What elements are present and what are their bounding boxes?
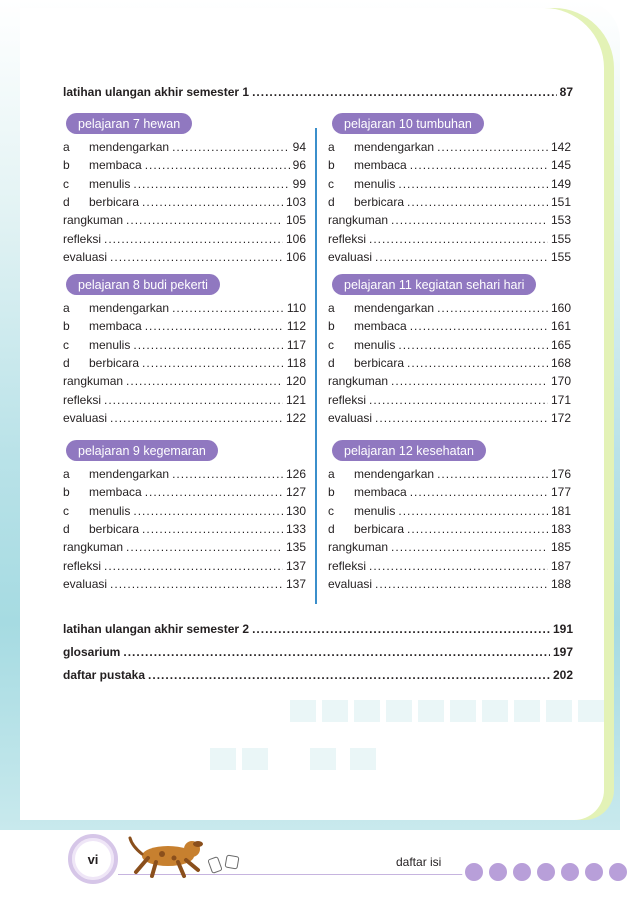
toc-entry[interactable] (328, 138, 571, 156)
toc-entry-label (328, 299, 434, 317)
dot-leader (398, 336, 548, 354)
dot-leader (437, 465, 548, 483)
toc-entry-label (328, 502, 395, 520)
toc-entry-page: 103 (285, 194, 306, 209)
dot-leader (148, 666, 550, 684)
toc-entry-page: 168 (550, 355, 571, 370)
toc-entry-text: rangkuman (328, 540, 389, 555)
toc-entry[interactable] (63, 230, 306, 248)
toc-entry-letter: d (328, 194, 335, 209)
toc-entry-label (328, 465, 434, 483)
dot-leader (407, 354, 548, 372)
toc-entry[interactable] (328, 354, 571, 372)
dot-leader (369, 391, 548, 409)
toc-entry-text: evaluasi (328, 576, 373, 591)
toc-entry-page: 96 (292, 158, 306, 173)
toc-entry-page: 110 (286, 301, 306, 315)
dot-leader (133, 175, 289, 193)
toc-entry-label: latihan ulangan akhir semester 2 (63, 622, 250, 636)
toc-entry-label (63, 336, 130, 354)
toc-entry-text: mendengarkan (89, 467, 170, 481)
toc-entry-label (328, 230, 366, 248)
toc-entry-label (63, 175, 130, 193)
toc-entry[interactable] (63, 248, 306, 266)
toc-entry-label (63, 409, 107, 427)
dot-leader (437, 299, 548, 317)
toc-entry[interactable] (63, 557, 306, 575)
dot-leader (375, 575, 548, 593)
footer-section-title: daftar isi (396, 855, 442, 869)
dot-leader (110, 248, 283, 266)
toc-entry-letter: b (63, 485, 70, 500)
toc-entry[interactable] (328, 483, 571, 501)
toc-entry-text: berbicara (89, 194, 140, 209)
toc-entry-label (328, 557, 366, 575)
dot-leader (398, 502, 548, 520)
toc-entry-page: 112 (286, 319, 306, 334)
toc-entry-label (63, 156, 142, 174)
toc-entry-text: berbicara (89, 355, 140, 370)
toc-entry[interactable] (63, 317, 306, 335)
dot-leader (110, 575, 283, 593)
dot-leader (104, 391, 283, 409)
toc-entry-page: 172 (550, 410, 571, 425)
toc-entry[interactable] (63, 520, 306, 538)
toc-entry[interactable] (328, 391, 571, 409)
toc-entry[interactable] (328, 465, 571, 483)
dot-leader (410, 317, 548, 335)
toc-entry-text: membaca (89, 158, 142, 173)
section-heading: pelajaran 9 kegemaran (66, 440, 218, 461)
decorative-dots (462, 858, 638, 888)
toc-entry-page: 99 (292, 176, 306, 191)
toc-entry-text: berbicara (89, 521, 140, 536)
toc-entry-letter: b (328, 158, 335, 173)
toc-entry-page: 105 (285, 213, 306, 228)
toc-entry[interactable] (63, 211, 306, 229)
toc-entry-page: 185 (550, 540, 571, 555)
toc-entry-text: refleksi (63, 392, 102, 407)
toc-entry-text: refleksi (328, 392, 367, 407)
toc-entry[interactable] (63, 575, 306, 593)
toc-entry-letter: a (63, 467, 70, 481)
toc-entry-text: menulis (354, 176, 396, 191)
toc-entry-letter: d (63, 355, 70, 370)
toc-entry-page: 120 (285, 374, 306, 389)
toc-entry-letter: c (63, 337, 69, 352)
toc-entry-label (63, 391, 101, 409)
toc-entry[interactable] (63, 372, 306, 390)
toc-entry-letter: a (63, 301, 70, 315)
toc-entry[interactable] (63, 299, 306, 317)
toc-entry-letter: a (328, 140, 335, 154)
toc-entry-label (328, 336, 395, 354)
toc-entry[interactable] (328, 175, 571, 193)
toc-entry-letter: d (63, 521, 70, 536)
toc-entry-page: 126 (285, 467, 306, 481)
toc-entry-page: 191 (552, 622, 573, 636)
toc-entry[interactable] (63, 483, 306, 501)
toc-entry-letter: b (63, 158, 70, 173)
toc-entry-page: 197 (552, 645, 573, 659)
toc-entry-page: 181 (550, 503, 571, 518)
dot-leader (410, 156, 548, 174)
toc-entry-label (328, 520, 404, 538)
toc-entry-page: 106 (285, 249, 306, 264)
toc-entry-text: mendengarkan (89, 140, 170, 154)
toc-entry-text: membaca (354, 158, 407, 173)
toc-entry[interactable] (63, 409, 306, 427)
toc-entry-text: evaluasi (328, 410, 373, 425)
toc-entry-label (63, 465, 169, 483)
toc-entry-text: membaca (354, 319, 407, 334)
section-heading: pelajaran 7 hewan (66, 113, 192, 134)
toc-entry-label (63, 557, 101, 575)
toc-entry-text: menulis (89, 337, 131, 352)
toc-entry[interactable] (63, 502, 306, 520)
toc-entry-label (63, 538, 123, 556)
toc-entry[interactable] (328, 336, 571, 354)
toc-entry-letter: b (328, 319, 335, 334)
dot-leader (391, 372, 548, 390)
toc-entry[interactable] (63, 391, 306, 409)
dot-leader (369, 557, 548, 575)
toc-entry-text: menulis (89, 503, 131, 518)
toc-entry-label (63, 138, 169, 156)
toc-entry-page: 106 (285, 231, 306, 246)
toc-entry-text: berbicara (354, 521, 405, 536)
toc-entry-text: refleksi (63, 231, 102, 246)
page-number: vi (87, 851, 99, 867)
toc-entry-label (63, 502, 130, 520)
toc-entry-text: rangkuman (328, 213, 389, 228)
toc-entry-page: 118 (286, 355, 306, 370)
toc-entry-label (63, 299, 169, 317)
toc-entry-page: 171 (550, 392, 571, 407)
dot-leader (369, 230, 548, 248)
toc-entry-text: menulis (354, 337, 396, 352)
toc-entry-page: 137 (285, 576, 306, 591)
toc-entry-text: membaca (354, 485, 407, 500)
toc-entry-label (328, 372, 388, 390)
dot-leader (142, 520, 283, 538)
dot-leader (133, 336, 284, 354)
toc-entry-letter: b (328, 485, 335, 500)
dot-leader (145, 483, 283, 501)
toc-entry-page: 183 (550, 521, 571, 536)
toc-entry-text: membaca (89, 485, 142, 500)
toc-entry-page: 94 (292, 140, 306, 154)
dot-leader (126, 538, 283, 556)
column-divider (315, 128, 317, 604)
toc-entry-label (328, 575, 372, 593)
toc-entry-letter: a (328, 467, 335, 481)
toc-entry[interactable] (63, 465, 306, 483)
dot-leader (142, 193, 283, 211)
dot-leader (104, 557, 283, 575)
toc-entry-letter: c (328, 176, 334, 191)
toc-entry-label (328, 391, 366, 409)
toc-entry-page: 137 (285, 558, 306, 573)
toc-entry[interactable] (328, 557, 571, 575)
toc-entry[interactable] (63, 538, 306, 556)
toc-entry[interactable] (328, 317, 571, 335)
toc-entry-label: glosarium (63, 645, 121, 659)
toc-entry-label (63, 520, 139, 538)
toc-entry-text: rangkuman (328, 374, 389, 389)
toc-entry[interactable] (328, 230, 571, 248)
dog-illustration-icon (126, 832, 246, 880)
toc-entry-text: evaluasi (63, 249, 108, 264)
toc-entry-label (328, 317, 407, 335)
toc-entry-label (328, 248, 372, 266)
toc-entry-letter: a (63, 140, 70, 154)
toc-entry-label (63, 354, 139, 372)
toc-entry-label (63, 317, 142, 335)
toc-entry-label (328, 156, 407, 174)
toc-entry-label (63, 248, 107, 266)
toc-entry-text: evaluasi (63, 410, 108, 425)
toc-entry-page: 87 (559, 85, 573, 99)
dot-leader (410, 483, 548, 501)
toc-entry-label (63, 372, 123, 390)
dot-leader (126, 211, 283, 229)
toc-entry[interactable] (328, 502, 571, 520)
toc-entry-semester-1[interactable] (63, 83, 573, 101)
toc-entry-label (63, 193, 139, 211)
toc-entry-page: 135 (285, 540, 306, 555)
dot-leader (252, 620, 550, 638)
toc-entry[interactable] (328, 211, 571, 229)
toc-entry-text: evaluasi (63, 576, 108, 591)
toc-entry-text: refleksi (63, 558, 102, 573)
toc-entry-letter: b (63, 319, 70, 334)
section-heading: pelajaran 8 budi pekerti (66, 274, 220, 295)
dot-leader (375, 248, 548, 266)
dot-leader (398, 175, 548, 193)
dot-leader (145, 156, 290, 174)
toc-entry-page: 160 (550, 301, 571, 315)
dot-leader (133, 502, 283, 520)
toc-entry-page: 121 (285, 392, 306, 407)
toc-entry-label (328, 138, 434, 156)
dot-leader (252, 83, 557, 101)
toc-entry-text: menulis (89, 176, 131, 191)
toc-entry-page: 165 (550, 337, 571, 352)
section-heading: pelajaran 12 kesehatan (332, 440, 486, 461)
toc-entry-page: 142 (550, 140, 571, 154)
toc-entry-letter: c (63, 176, 69, 191)
toc-entry-page: 130 (285, 503, 306, 518)
toc-entry-page: 153 (550, 213, 571, 228)
toc-entry-text: rangkuman (63, 213, 124, 228)
dot-leader (126, 372, 283, 390)
toc-entry-letter: c (63, 503, 69, 518)
toc-entry[interactable] (63, 156, 306, 174)
toc-entry-page: 155 (550, 231, 571, 246)
dot-leader (407, 193, 548, 211)
dot-leader (407, 520, 548, 538)
toc-entry[interactable] (63, 175, 306, 193)
toc-entry-text: mendengarkan (354, 140, 435, 154)
toc-entry[interactable] (328, 248, 571, 266)
dot-leader (391, 211, 548, 229)
toc-entry-text: berbicara (354, 355, 405, 370)
toc-entry-label (328, 211, 388, 229)
toc-entry-text: refleksi (328, 231, 367, 246)
toc-entry[interactable] (63, 138, 306, 156)
toc-entry-text: mendengarkan (354, 301, 435, 315)
toc-entry-label (63, 230, 101, 248)
toc-entry-label (328, 483, 407, 501)
toc-entry[interactable] (328, 193, 571, 211)
toc-entry[interactable] (328, 575, 571, 593)
dot-leader (391, 538, 548, 556)
toc-entry[interactable] (328, 372, 571, 390)
toc-entry-letter: d (328, 355, 335, 370)
toc-entry-page: 177 (550, 485, 571, 500)
toc-entry[interactable] (328, 520, 571, 538)
toc-entry-page: 133 (285, 521, 306, 536)
dot-leader (172, 465, 283, 483)
dot-leader (172, 299, 284, 317)
toc-entry-label (328, 409, 372, 427)
toc-entry-text: membaca (89, 319, 142, 334)
dot-leader (110, 409, 283, 427)
toc-entry-label: daftar pustaka (63, 668, 146, 682)
toc-entry-text: refleksi (328, 558, 367, 573)
dot-leader (437, 138, 548, 156)
toc-entry-label (328, 175, 395, 193)
dot-leader (375, 409, 548, 427)
toc-entry-label (328, 193, 404, 211)
dot-leader (145, 317, 284, 335)
toc-entry-page: 155 (550, 249, 571, 264)
toc-entry-daftar-pustaka[interactable] (63, 666, 573, 684)
page-number-badge (68, 834, 118, 884)
toc-entry[interactable] (63, 354, 306, 372)
toc-entry[interactable] (328, 299, 571, 317)
toc-entry-page: 188 (550, 576, 571, 591)
toc-entry-label (328, 538, 388, 556)
toc-entry[interactable] (63, 193, 306, 211)
toc-entry[interactable] (63, 336, 306, 354)
dot-leader (104, 230, 283, 248)
toc-entry-page: 176 (550, 467, 571, 481)
toc-entry-label (328, 354, 404, 372)
toc-entry-label (63, 483, 142, 501)
toc-entry-page: 151 (550, 194, 571, 209)
toc-entry[interactable] (328, 156, 571, 174)
toc-entry-text: evaluasi (328, 249, 373, 264)
dot-leader (172, 138, 290, 156)
toc-entry-label: latihan ulangan akhir semester 1 (63, 85, 250, 99)
toc-entry-page: 122 (285, 410, 306, 425)
toc-entry-page: 161 (550, 319, 571, 334)
toc-entry-page: 145 (550, 158, 571, 173)
toc-entry-glosarium[interactable] (63, 643, 573, 661)
toc-entry-semester-2[interactable] (63, 620, 573, 638)
toc-entry-page: 149 (550, 176, 571, 191)
section-heading: pelajaran 11 kegiatan sehari hari (332, 274, 536, 295)
toc-entry-letter: d (328, 521, 335, 536)
toc-entry-letter: d (63, 194, 70, 209)
toc-entry[interactable] (328, 538, 571, 556)
toc-entry-label (63, 211, 123, 229)
toc-entry-text: mendengarkan (89, 301, 170, 315)
dot-leader (123, 643, 550, 661)
toc-entry-label (63, 575, 107, 593)
toc-entry-letter: c (328, 503, 334, 518)
toc-entry-page: 202 (552, 668, 573, 682)
toc-entry[interactable] (328, 409, 571, 427)
toc-entry-text: menulis (354, 503, 396, 518)
toc-entry-page: 170 (550, 374, 571, 389)
toc-entry-text: rangkuman (63, 540, 124, 555)
toc-entry-page: 187 (550, 558, 571, 573)
toc-entry-page: 117 (286, 337, 306, 352)
decorative-squares (210, 700, 630, 730)
section-heading: pelajaran 10 tumbuhan (332, 113, 484, 134)
toc-entry-letter: a (328, 301, 335, 315)
toc-entry-letter: c (328, 337, 334, 352)
toc-entry-text: berbicara (354, 194, 405, 209)
toc-entry-page: 127 (285, 485, 306, 500)
toc-entry-text: mendengarkan (354, 467, 435, 481)
dot-leader (142, 354, 284, 372)
toc-entry-text: rangkuman (63, 374, 124, 389)
